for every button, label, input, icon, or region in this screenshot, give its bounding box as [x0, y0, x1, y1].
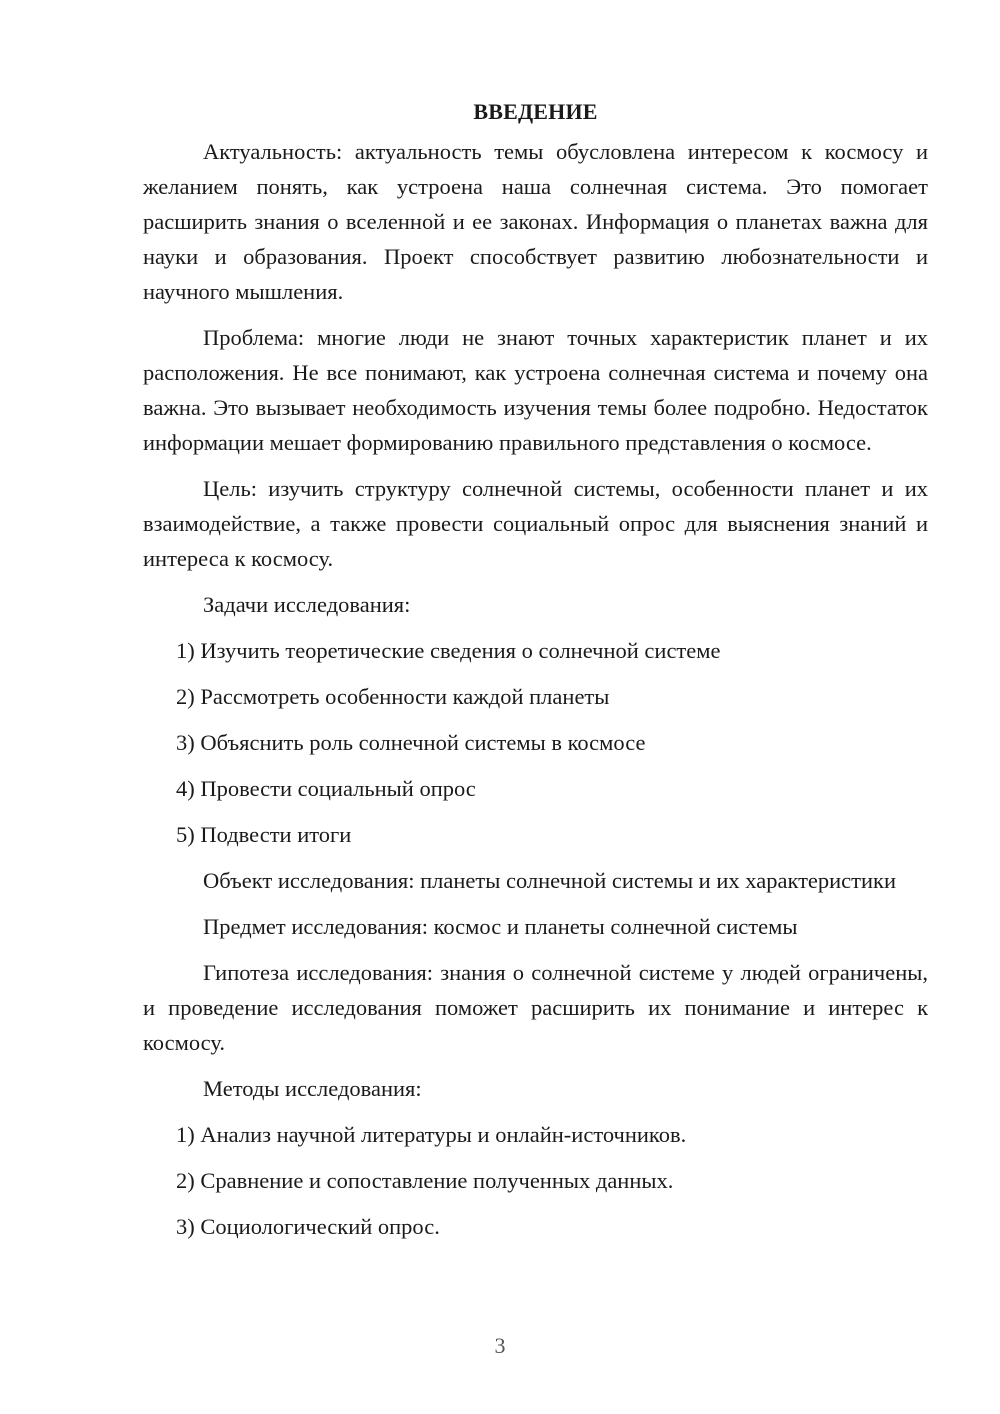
tasks-heading: Задачи исследования: — [203, 592, 411, 617]
list-item: 4) Провести социальный опрос — [176, 776, 476, 801]
list-item: 3) Объяснить роль солнечной системы в космосе — [176, 730, 646, 755]
object-paragraph: Объект исследования: планеты солнечной системы и их характеристики — [203, 868, 897, 893]
problem-paragraph: Проблема: многие люди не знают точных характеристик планет и их расположения. Не все понимают, как устроена солнечная система и почему она важна. Это вызывает необходимость изучения темы более подробно. Недостаток информации мешает формированию правильного представления о космосе. — [143, 325, 928, 455]
hypothesis-paragraph: Гипотеза исследования: знания о солнечной системе у людей ограничены, и проведение исследования поможет расширить их понимание и интерес к космосу. — [143, 960, 928, 1055]
list-item: 2) Сравнение и сопоставление полученных данных. — [176, 1168, 674, 1193]
list-item: 5) Подвести итоги — [176, 822, 352, 847]
page-content — [143, 94, 928, 1255]
page-number: 3 — [494, 1333, 506, 1358]
methods-heading: Методы исследования: — [203, 1076, 422, 1101]
subject-paragraph: Предмет исследования: космос и планеты солнечной системы — [203, 914, 798, 939]
section-title: ВВЕДЕНИЕ — [473, 99, 598, 124]
tasks-list — [143, 633, 928, 852]
list-item: 2) Рассмотреть особенности каждой планеты — [176, 684, 610, 709]
relevance-paragraph: Актуальность: актуальность темы обусловлена интересом к космосу и желанием понять, как устроена наша солнечная система. Это помогает расширить знания о вселенной и ее законах. Информация о планетах важна для науки и образования. Проект способствует развитию любознательности и научного мышления. — [143, 139, 928, 304]
list-item: 1) Анализ научной литературы и онлайн-источников. — [176, 1122, 687, 1147]
methods-list — [143, 1117, 928, 1244]
list-item: 1) Изучить теоретические сведения о солнечной системе — [176, 638, 721, 663]
goal-paragraph: Цель: изучить структуру солнечной системы, особенности планет и их взаимодействие, а также провести социальный опрос для выяснения знаний и интереса к космосу. — [143, 476, 928, 571]
list-item: 3) Социологический опрос. — [176, 1214, 440, 1239]
